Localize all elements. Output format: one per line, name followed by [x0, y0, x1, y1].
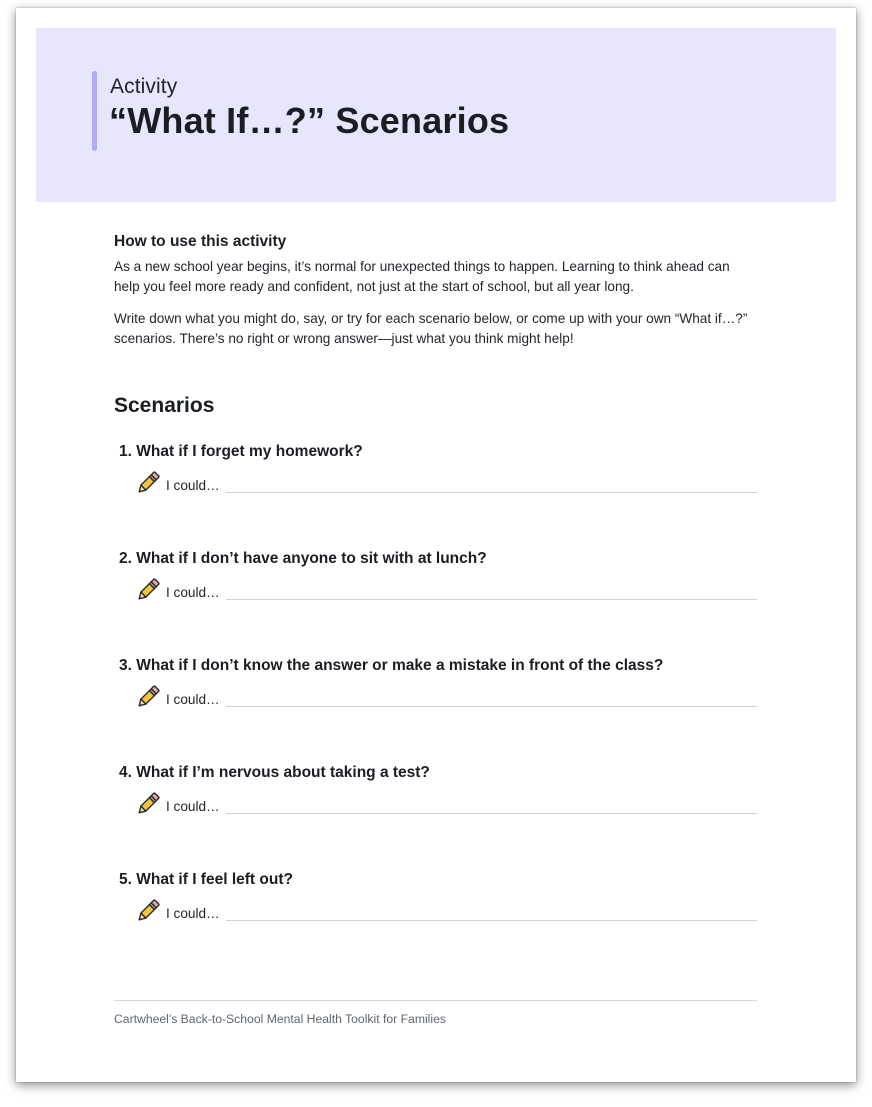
scenario-item	[114, 871, 759, 931]
footer-divider	[114, 1000, 757, 1001]
scenario-question: 1. What if I forget my homework?	[119, 443, 363, 460]
scenario-question: 4. What if I’m nervous about taking a test?	[119, 764, 430, 781]
answer-row	[134, 683, 759, 709]
scenario-item	[114, 764, 759, 824]
intro-paragraph-1: As a new school year begins, it’s normal for unexpected things to happen. Learning to think ahead can help you feel more ready and confident, not just at the start of school, but all year long.	[114, 259, 730, 294]
answer-line[interactable]	[226, 492, 757, 493]
footer-text: Cartwheel's Back-to-School Mental Health Toolkit for Families	[114, 1012, 446, 1026]
pencil-icon	[134, 576, 162, 604]
intro-paragraph-2: Write down what you might do, say, or try for each scenario below, or come up with your own “What if…?” scenarios. There’s no right or wrong answer—just what you think might help!	[114, 311, 748, 346]
pencil-icon	[134, 469, 162, 497]
pencil-icon	[134, 790, 162, 818]
worksheet-page	[16, 8, 856, 1082]
answer-line[interactable]	[226, 599, 757, 600]
scenarios-heading: Scenarios	[114, 394, 215, 417]
answer-prompt: I could…	[166, 906, 220, 921]
answer-prompt: I could…	[166, 585, 220, 600]
scenario-question: 5. What if I feel left out?	[119, 871, 293, 888]
answer-prompt: I could…	[166, 478, 220, 493]
answer-row	[134, 469, 759, 495]
scenario-question: 3. What if I don’t know the answer or make a mistake in front of the class?	[119, 657, 664, 674]
answer-line[interactable]	[226, 920, 757, 921]
scenario-question: 2. What if I don’t have anyone to sit with at lunch?	[119, 550, 487, 567]
answer-row	[134, 897, 759, 923]
pencil-icon	[134, 683, 162, 711]
header-kicker: Activity	[110, 75, 178, 98]
answer-line[interactable]	[226, 706, 757, 707]
scenario-item	[114, 443, 759, 503]
pencil-icon	[134, 897, 162, 925]
answer-row	[134, 576, 759, 602]
answer-row	[134, 790, 759, 816]
answer-prompt: I could…	[166, 692, 220, 707]
scenario-item	[114, 550, 759, 610]
scenario-item	[114, 657, 759, 717]
page-title: “What If…?” Scenarios	[109, 100, 510, 141]
header-accent-bar	[92, 71, 97, 151]
howto-heading: How to use this activity	[114, 233, 287, 250]
answer-line[interactable]	[226, 813, 757, 814]
answer-prompt: I could…	[166, 799, 220, 814]
